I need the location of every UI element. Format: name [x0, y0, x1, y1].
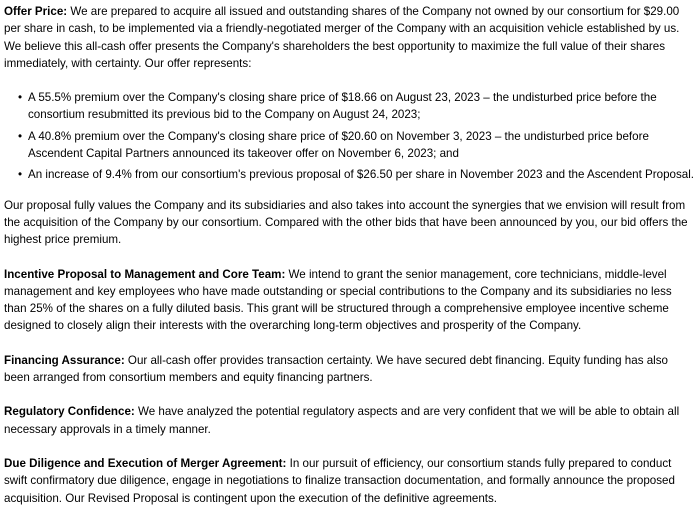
financing-body: Our all-cash offer provides transaction certainty. We have secured debt financing. Equity funding has also been arranged from consortium members and equity financing partners.: [4, 353, 668, 385]
due-diligence-body: In our pursuit of efficiency, our consortium stands fully prepared to conduct swift confirmatory due diligence, engage in negotiations to finalize transaction documentation, and formally announce the proposed acquisition. Our Revised Proposal is contingent upon the execution of the definitive agreements.: [4, 456, 675, 505]
financing-heading: Financing Assurance:: [4, 353, 125, 367]
regulatory-body: We have analyzed the potential regulatory aspects and are very confident that we will be able to obtain all necessary approvals in a timely manner.: [4, 405, 680, 436]
offer-price-heading: Offer Price:: [4, 5, 68, 18]
premium-bullet-55-percent: • A 55.5% premium over the Company's closing share price of $18.66 on August 23, 2023 – the undisturbed price before the consortium resubmitted its previous bid to the Company on August 24, 2023;: [28, 89, 696, 124]
due-diligence-paragraph: [4, 455, 696, 507]
due-diligence-heading: Due Diligence and Execution of Merger Agreement:: [4, 456, 287, 470]
premium-bullet-list: [4, 89, 696, 183]
premium-bullet-40-percent: • A 40.8% premium over the Company's closing share price of $20.60 on November 3, 2023 – the undisturbed price before Ascendent Capital Partners announced its takeover offer on November 6, 2023; and: [28, 128, 696, 163]
financing-paragraph: [4, 352, 696, 387]
regulatory-heading: Regulatory Confidence:: [4, 405, 135, 419]
incentive-paragraph: [4, 266, 696, 335]
offer-price-body: We are prepared to acquire all issued and outstanding shares of the Company not owned by our consortium for $29.00 per share in cash, to be implemented via a friendly-negotiated merger of the Company with an acquisition vehicle established by us. We believe this all-cash offer presents the Company's shareholders the best opportunity to maximize the full value of their shares immediately, with certainty. Our offer represents:: [4, 5, 680, 70]
offer-price-paragraph: [4, 3, 696, 72]
proposal-value-body: Our proposal fully values the Company and its subsidiaries and also takes into account the synergies that we envision will result from the acquisition of the Company by our consortium. Compared with the other bids that have been announced by you, our bid offers the highest price premium.: [4, 198, 688, 247]
proposal-value-paragraph: [4, 197, 696, 249]
incentive-body: We intend to grant the senior management, core technicians, middle-level management and key employees who have made outstanding or special contributions to the Company and its subsidiaries no less than 25% of the shares on a fully diluted basis. This grant will be structured through a comprehensive employee incentive scheme designed to closely align their interests with the overarching long-term objectives and prosperity of the Company.: [4, 267, 672, 333]
incentive-heading: Incentive Proposal to Management and Core Team:: [4, 267, 286, 281]
regulatory-paragraph: [4, 403, 696, 438]
premium-bullet-increase: • An increase of 9.4% from our consortium's previous proposal of $26.50 per share in November 2023 and the Ascendent Proposal.: [28, 166, 696, 183]
